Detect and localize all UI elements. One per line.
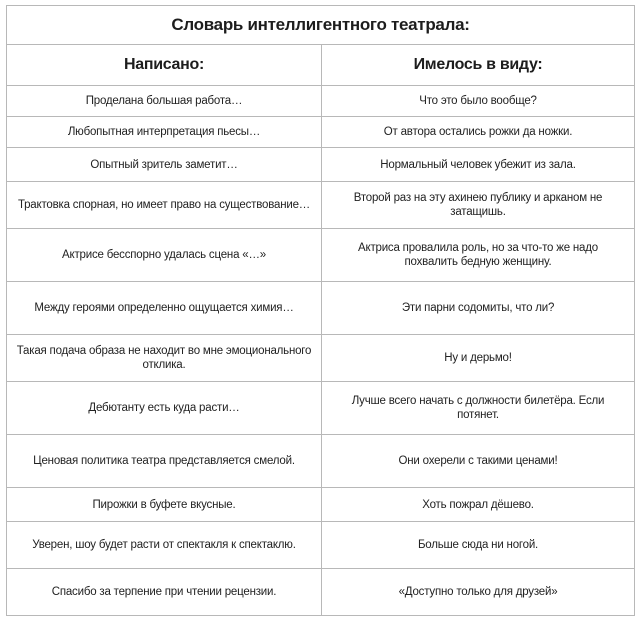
written-cell: Уверен, шоу будет расти от спектакля к спектаклю. [7, 522, 322, 569]
meant-cell: Они охерели с такими ценами! [322, 435, 635, 488]
table-row [7, 229, 635, 282]
table-row [7, 488, 635, 522]
meant-cell: Хоть пожрал дёшево. [322, 488, 635, 522]
meant-cell: Лучше всего начать с должности билетёра. Если потянет. [322, 382, 635, 435]
written-cell: Такая подача образа не находит во мне эмоционального отклика. [7, 335, 322, 382]
written-cell: Опытный зритель заметит… [7, 148, 322, 182]
column-header-meant: Имелось в виду: [322, 45, 635, 86]
table-row [7, 182, 635, 229]
written-cell: Актрисе бесспорно удалась сцена «…» [7, 229, 322, 282]
written-cell: Ценовая политика театра представляется смелой. [7, 435, 322, 488]
written-cell: Трактовка спорная, но имеет право на существование… [7, 182, 322, 229]
table-title: Словарь интеллигентного театрала: [7, 6, 635, 45]
written-cell: Пирожки в буфете вкусные. [7, 488, 322, 522]
meant-cell: Актриса провалила роль, но за что-то же надо похвалить бедную женщину. [322, 229, 635, 282]
header-row [7, 45, 635, 86]
meant-cell: Больше сюда ни ногой. [322, 522, 635, 569]
written-cell: Спасибо за терпение при чтении рецензии. [7, 569, 322, 616]
table-row [7, 148, 635, 182]
table-row [7, 117, 635, 148]
table-row [7, 86, 635, 117]
meant-cell: «Доступно только для друзей» [322, 569, 635, 616]
meant-cell: Эти парни содомиты, что ли? [322, 282, 635, 335]
written-cell: Между героями определенно ощущается химия… [7, 282, 322, 335]
written-cell: Любопытная интерпретация пьесы… [7, 117, 322, 148]
meant-cell: Второй раз на эту ахинею публику и арканом не затащишь. [322, 182, 635, 229]
title-row [7, 6, 635, 45]
written-cell: Проделана большая работа… [7, 86, 322, 117]
dictionary-sheet [6, 5, 634, 616]
table-row [7, 569, 635, 616]
dictionary-table [6, 5, 635, 616]
table-row [7, 522, 635, 569]
column-header-written: Написано: [7, 45, 322, 86]
written-cell: Дебютанту есть куда расти… [7, 382, 322, 435]
table-row [7, 335, 635, 382]
meant-cell: Что это было вообще? [322, 86, 635, 117]
meant-cell: Нормальный человек убежит из зала. [322, 148, 635, 182]
meant-cell: Ну и дерьмо! [322, 335, 635, 382]
table-row [7, 382, 635, 435]
meant-cell: От автора остались рожки да ножки. [322, 117, 635, 148]
table-row [7, 435, 635, 488]
table-row [7, 282, 635, 335]
